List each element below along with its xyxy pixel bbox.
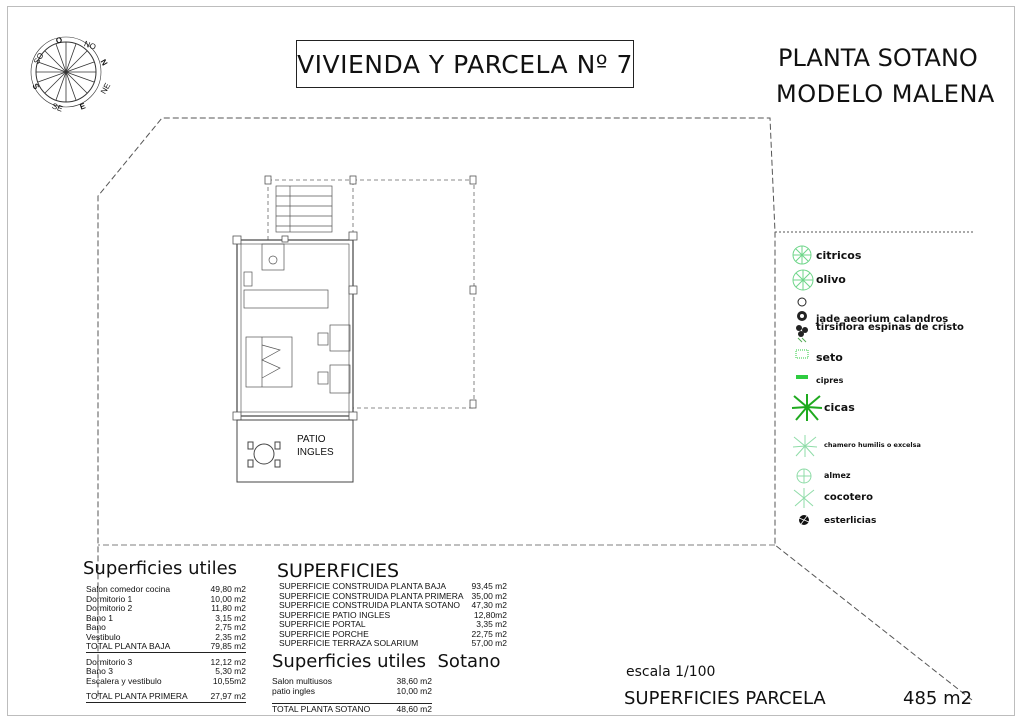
seto-icon bbox=[790, 346, 816, 368]
superficies-title: SUPERFICIES bbox=[277, 560, 400, 582]
patio-label bbox=[297, 433, 334, 459]
superficies-utiles-title: Superficies utiles bbox=[83, 558, 238, 579]
superficie-util-primera-label: Escalera y vestibulo bbox=[86, 675, 162, 686]
compass-label-o: O bbox=[54, 35, 64, 46]
compass-label-e: E bbox=[78, 101, 87, 112]
superficies-utiles-table bbox=[86, 585, 246, 703]
plan-title: PLANTA SOTANO bbox=[778, 44, 978, 72]
superficie-util-primera-label: Bano 3 bbox=[86, 666, 113, 676]
superficie-util-value: 11,80 m2 bbox=[211, 603, 246, 613]
cocotero-icon bbox=[790, 486, 824, 508]
legend-item-tirsiflora: tirsiflora espinas de cristo bbox=[790, 321, 966, 343]
fixtures bbox=[244, 244, 350, 393]
legend-item-cipres: cipres bbox=[790, 369, 843, 391]
patio-label-line1: PATIO bbox=[297, 434, 326, 445]
escala-label: escala 1/100 bbox=[626, 664, 716, 680]
total-planta-sotano-label: TOTAL PLANTA SOTANO bbox=[272, 704, 371, 714]
superficies-parcela-label: SUPERFICIES PARCELA bbox=[624, 688, 826, 709]
superficie-util-label: Bano bbox=[86, 622, 106, 632]
superficie-sotano-row bbox=[272, 687, 432, 697]
total-planta-baja-row bbox=[86, 642, 246, 653]
cicas-icon bbox=[790, 392, 824, 422]
legend-item-seto: seto bbox=[790, 346, 843, 368]
superficie-util-value: 2,35 m2 bbox=[215, 631, 246, 642]
dwelling-title: VIVIENDA Y PARCELA Nº 7 bbox=[297, 49, 633, 79]
superficie-row bbox=[279, 639, 507, 649]
compass-label-no: NO bbox=[82, 39, 98, 52]
superficie-util-label: Dormitorio 2 bbox=[86, 603, 133, 613]
superficie-sotano-label: patio ingles bbox=[272, 685, 316, 696]
total-planta-primera-value: 27,97 m2 bbox=[210, 691, 246, 701]
legend-item-esterlicias: esterlicias bbox=[790, 510, 876, 532]
plan-subtitle: MODELO MALENA bbox=[776, 80, 995, 108]
compass-label-ne: NE bbox=[98, 81, 113, 96]
superficie-util-label: Bano 1 bbox=[86, 612, 113, 623]
superficies-table bbox=[279, 582, 507, 649]
total-planta-primera-label: TOTAL PLANTA PRIMERA bbox=[86, 691, 188, 701]
compass-label-so: SO bbox=[31, 51, 46, 66]
superficie-label: SUPERFICIE PORTAL bbox=[279, 619, 366, 629]
superficie-sotano-value: 10,00 m2 bbox=[396, 685, 432, 696]
superficies-sotano-table bbox=[272, 677, 432, 715]
superficie-util-value: 10,00 m2 bbox=[210, 593, 246, 604]
legend-item-almez: almez bbox=[790, 464, 851, 486]
superficie-label: SUPERFICIE PORCHE bbox=[279, 628, 369, 639]
compass-label-n: N bbox=[98, 57, 110, 68]
citricos-icon bbox=[790, 244, 816, 266]
total-planta-baja-label: TOTAL PLANTA BAJA bbox=[86, 641, 171, 651]
superficie-sotano-value: 38,60 m2 bbox=[396, 676, 432, 686]
superficies-parcela-value: 485 m2 bbox=[903, 688, 973, 709]
total-planta-primera-row bbox=[86, 692, 246, 703]
patio-ingles bbox=[237, 420, 353, 482]
superficie-label: SUPERFICIE CONSTRUIDA PLANTA PRIMERA bbox=[279, 590, 464, 601]
superficie-value: 57,00 m2 bbox=[471, 638, 507, 648]
superficie-label: SUPERFICIE PATIO INGLES bbox=[279, 609, 391, 620]
legend-item-citricos: citricos bbox=[790, 244, 861, 266]
legend-item-olivo: olivo bbox=[790, 268, 846, 290]
almez-icon bbox=[790, 464, 824, 486]
compass-label-s: S bbox=[30, 81, 41, 92]
olivo-icon bbox=[790, 268, 816, 290]
superficie-value: 47,30 m2 bbox=[471, 600, 507, 610]
superficie-sotano-label: Salon multiusos bbox=[272, 676, 333, 686]
patio-label-line2: INGLES bbox=[297, 447, 334, 458]
superficies-sotano-title: Superficies utiles Sotano bbox=[272, 651, 501, 672]
legend-item-cocotero: cocotero bbox=[790, 486, 873, 508]
legend-item-jade: jade aeorium calandros bbox=[790, 308, 948, 330]
superficie-util-value: 2,75 m2 bbox=[215, 622, 246, 632]
superficie-value: 93,45 m2 bbox=[471, 581, 507, 591]
stairs bbox=[276, 186, 332, 232]
pillars bbox=[233, 176, 476, 420]
superficie-label: SUPERFICIE CONSTRUIDA PLANTA BAJA bbox=[279, 581, 447, 591]
compass-labels bbox=[0, 0, 140, 140]
superficie-label: SUPERFICIE CONSTRUIDA PLANTA SOTANO bbox=[279, 600, 461, 610]
superficie-label: SUPERFICIE TERRAZA SOLARIUM bbox=[279, 638, 419, 648]
chamero-icon bbox=[790, 434, 824, 456]
superficie-util-primera-row bbox=[86, 677, 246, 687]
superficie-util-value: 49,80 m2 bbox=[210, 584, 246, 594]
dwelling-title-box bbox=[296, 40, 634, 88]
superficie-value: 12,80m2 bbox=[473, 609, 507, 620]
total-planta-sotano-value: 48,60 m2 bbox=[396, 704, 432, 714]
legend-item-chamero: chamero humilis o excelsa bbox=[790, 434, 921, 456]
superficie-value: 35,00 m2 bbox=[471, 590, 507, 601]
esterlicias-icon bbox=[790, 510, 824, 532]
porch-outline bbox=[268, 180, 474, 408]
compass-label-se: SE bbox=[50, 101, 64, 114]
superficie-util-label: Vestibulo bbox=[86, 631, 121, 642]
superficie-util-primera-value: 5,30 m2 bbox=[215, 666, 246, 676]
total-planta-baja-value: 79,85 m2 bbox=[210, 641, 246, 651]
superficie-value: 22,75 m2 bbox=[471, 628, 507, 639]
superficie-util-label: Salon comedor cocina bbox=[86, 584, 171, 594]
total-planta-sotano-row bbox=[272, 703, 432, 715]
cipres-icon bbox=[790, 369, 816, 391]
superficie-util-value: 3,15 m2 bbox=[215, 612, 246, 623]
superficie-util-label: Dormitorio 1 bbox=[86, 593, 133, 604]
superficie-util-primera-value: 12,12 m2 bbox=[210, 656, 246, 667]
legend-item-cicas: cicas bbox=[790, 392, 855, 422]
superficie-util-primera-value: 10,55m2 bbox=[212, 675, 246, 686]
superficie-util-primera-label: Dormitorio 3 bbox=[86, 656, 133, 667]
superficie-value: 3,35 m2 bbox=[476, 619, 507, 629]
tirsiflora-icon bbox=[790, 321, 816, 343]
